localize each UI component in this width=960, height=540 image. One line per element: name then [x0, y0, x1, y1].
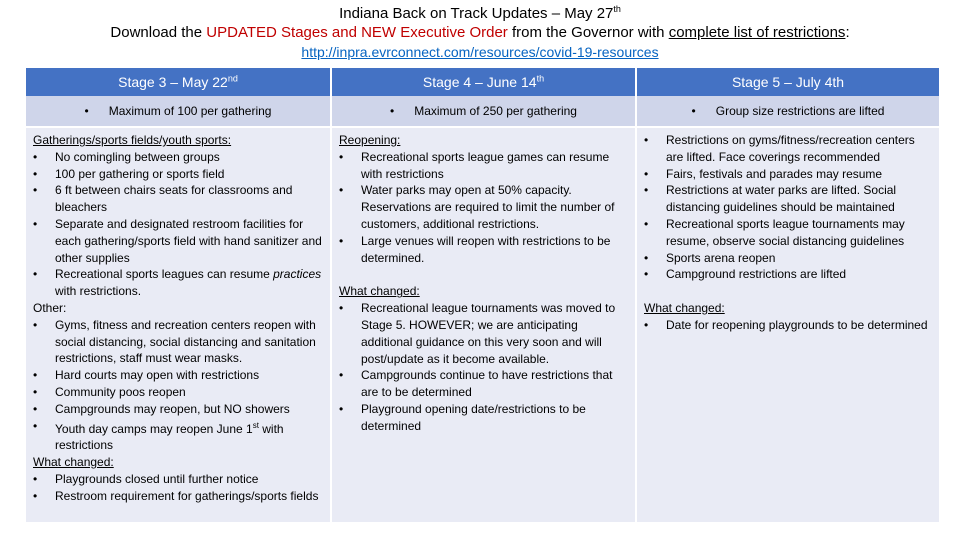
list-item: • No comingling between groups: [33, 149, 324, 166]
list-item-text: Recreational sports leagues can resume: [55, 267, 274, 282]
section-heading: Reopening:: [339, 133, 401, 147]
list-item: • Water parks may open at 50% capacity. Reservations are required to limit the number of customers, additional restrictions.: [339, 182, 629, 232]
stage-4-details: [332, 128, 637, 522]
list-item: • Community poos reopen: [33, 384, 324, 401]
list-item: • Recreational sports league games can resume with restrictions: [339, 149, 629, 183]
stage-3-header: [26, 68, 332, 96]
bullet-list: [33, 471, 324, 505]
list-item: [33, 418, 324, 455]
list-item: • Hard courts may open with restrictions: [33, 367, 324, 384]
stage-5-summary-text: Group size restrictions are lifted: [715, 104, 885, 118]
stage-5-summary: [637, 96, 939, 126]
bullet-list: [644, 317, 933, 334]
updated-stages-highlight: UPDATED Stages and NEW Executive Order: [206, 24, 508, 41]
list-item: • Restroom requirement for gatherings/sports fields: [33, 488, 324, 505]
stage-3-summary-text: Maximum of 100 per gathering: [108, 104, 272, 118]
download-line: [0, 23, 960, 42]
bullet-list: [33, 317, 324, 454]
list-item-text: Youth day camps may reopen June 1: [55, 421, 253, 436]
bullet-list: [339, 300, 629, 434]
list-item: • Fairs, festivals and parades may resume: [644, 166, 933, 183]
table-header-row: [26, 68, 939, 96]
list-item: • Separate and designated restroom facilities for each gathering/sports field with hand sanitizer and other supplies: [33, 216, 324, 266]
stage-3-summary: [26, 96, 332, 126]
list-item: • Recreational sports league tournaments may resume, observe social distancing guidelines: [644, 216, 933, 250]
list-item: • Restrictions on gyms/fitness/recreation centers are lifted. Face coverings recommended: [644, 132, 933, 166]
list-item: • Restrictions at water parks are lifted. Social distancing guidelines should be maintained: [644, 182, 933, 216]
section-heading: What changed:: [339, 284, 420, 299]
stage-5-header: [637, 68, 939, 96]
list-item-text: with restrictions.: [55, 284, 142, 299]
stage-3-title-sup: nd: [227, 73, 238, 84]
bullet-list: [644, 132, 933, 283]
restrictions-underlined: complete list of restrictions: [668, 24, 846, 41]
title-text: Indiana Back on Track Updates – May 27: [339, 5, 614, 22]
stages-table: [26, 68, 939, 522]
stage-5-title: Stage 5 – July 4th: [731, 74, 845, 90]
section-heading: Gatherings/sports fields/youth sports:: [33, 133, 232, 147]
list-item: • Campgrounds continue to have restrictions that are to be determined: [339, 367, 629, 401]
bullet-icon: •: [390, 104, 395, 118]
bullet-list: [33, 149, 324, 300]
stage-4-summary-text: Maximum of 250 per gathering: [414, 104, 577, 118]
list-item: • Campground restrictions are lifted: [644, 266, 933, 283]
table-body-row: [26, 128, 939, 522]
resources-link[interactable]: http://inpra.evrconnect.com/resources/covid-19-resources: [301, 44, 659, 60]
section-heading: Other:: [33, 300, 67, 315]
bullet-list: [339, 149, 629, 267]
list-item: • Sports arena reopen: [644, 250, 933, 267]
table-summary-row: [26, 96, 939, 126]
section-heading: What changed:: [644, 301, 725, 316]
list-item: • Gyms, fitness and recreation centers reopen with social distancing, social distancing and sanitation restrictions, staff must wear masks.: [33, 317, 324, 367]
list-item: [33, 266, 324, 300]
stage-5-details: [637, 128, 939, 522]
bullet-icon: •: [84, 104, 89, 118]
stage-4-title-sup: th: [536, 73, 545, 84]
list-item: • Playgrounds closed until further notice: [33, 471, 324, 488]
list-item: • 6 ft between chairs seats for classrooms and bleachers: [33, 182, 324, 216]
list-item: • Large venues will reopen with restrictions to be determined.: [339, 233, 629, 267]
list-item-italic: practices: [273, 267, 322, 282]
download-line-middle: from the Governor with: [507, 24, 669, 41]
stage-3-details: [26, 128, 332, 522]
list-item: • 100 per gathering or sports field: [33, 166, 324, 183]
section-heading: What changed:: [33, 455, 114, 470]
stage-4-summary: [332, 96, 637, 126]
stage-4-header: [332, 68, 637, 96]
title-superscript: th: [613, 4, 621, 14]
list-item-text: with restrictions: [55, 421, 284, 453]
stage-3-title: Stage 3 – May 22: [118, 74, 228, 90]
list-item-sup: st: [252, 420, 259, 430]
bullet-icon: •: [691, 104, 696, 118]
download-line-prefix: Download the: [110, 24, 207, 41]
list-item: • Recreational league tournaments was moved to Stage 5. HOWEVER; we are anticipating additional guidance on this very soon and will post/update as it become available.: [339, 300, 629, 367]
stage-4-title: Stage 4 – June 14: [422, 74, 537, 90]
list-item: • Date for reopening playgrounds to be determined: [644, 317, 933, 334]
list-item: • Campgrounds may reopen, but NO showers: [33, 401, 324, 418]
page-title: [0, 4, 960, 23]
download-line-end: :: [845, 24, 850, 41]
list-item: • Playground opening date/restrictions to be determined: [339, 401, 629, 435]
